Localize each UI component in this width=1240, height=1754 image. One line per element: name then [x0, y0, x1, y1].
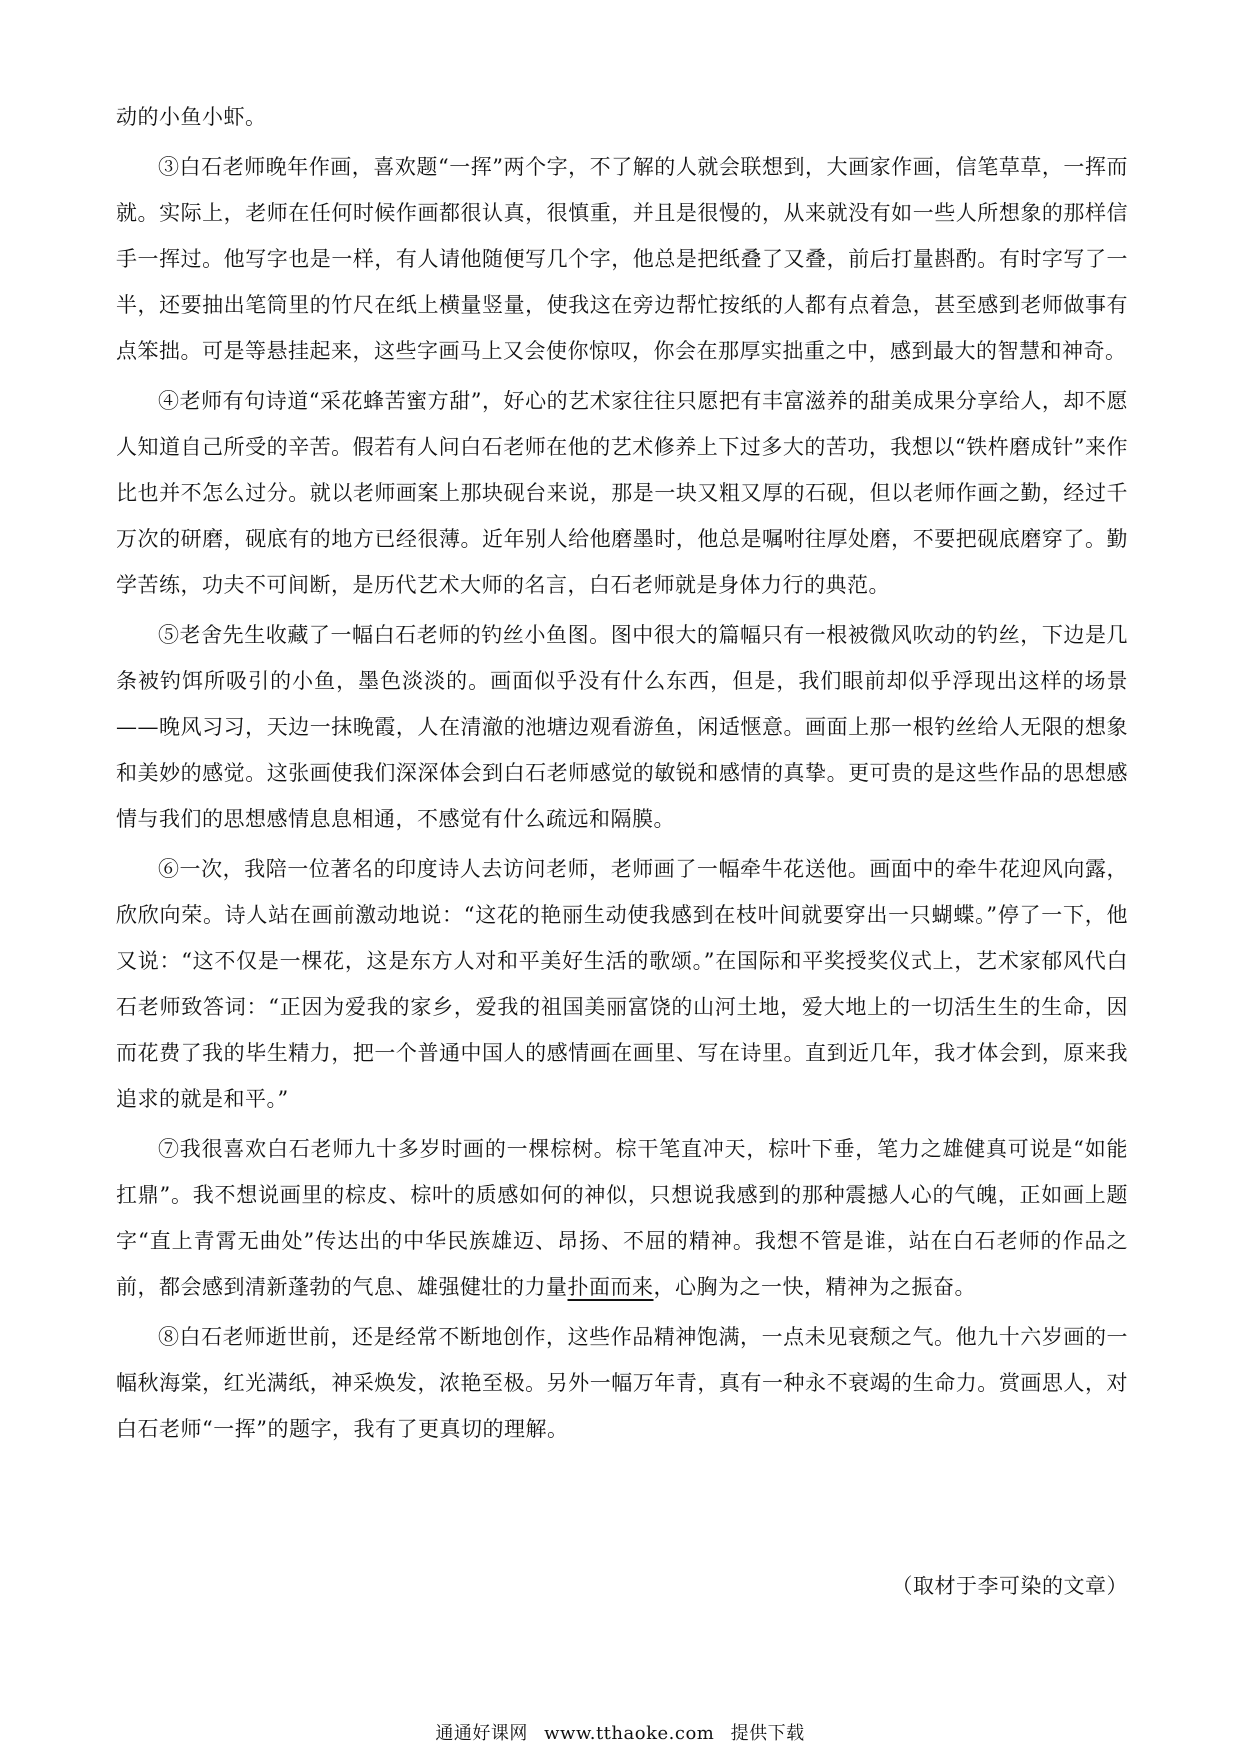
- page-footer: [0, 1721, 1240, 1747]
- source-attribution: （取材于李可染的文章）: [891, 1574, 1128, 1598]
- footer-suffix: 提供下载: [730, 1723, 805, 1744]
- footer-site-name: 通通好课网: [435, 1723, 528, 1744]
- paragraph-5: ⑤老舍先生收藏了一幅白石老师的钓丝小鱼图。图中很大的篇幅只有一根被微风吹动的钓丝，下边是几条被钓饵所吸引的小鱼，墨色淡淡的。画面似乎没有什么东西，但是，我们眼前却似乎浮现出这样的场景——晚风习习，天边一抹晚霞，人在清澈的池塘边观看游鱼，闲适惬意。画面上那一根钓丝给人无限的想象和美妙的感觉。这张画使我们深深体会到白石老师感觉的敏锐和感情的真挚。更可贵的是这些作品的思想感情与我们的思想感情息息相通，不感觉有什么疏远和隔膜。: [116, 623, 1128, 831]
- footer-url[interactable]: www.tthaoke.com: [544, 1723, 715, 1744]
- paragraph-4: ④老师有句诗道“采花蜂苦蜜方甜”，好心的艺术家往往只愿把有丰富滋养的甜美成果分享给人，却不愿人知道自己所受的辛苦。假若有人问白石老师在他的艺术修养上下过多大的苦功，我想以“铁杵磨成针”来作比也并不怎么过分。就以老师画案上那块砚台来说，那是一块又粗又厚的石砚，但以老师作画之勤，经过千万次的研磨，砚底有的地方已经很薄。近年别人给他磨墨时，他总是嘱咐往厚处磨，不要把砚底磨穿了。勤学苦练，功夫不可间断，是历代艺术大师的名言，白石老师就是身体力行的典范。: [116, 389, 1128, 597]
- paragraph-7-before: ⑦我很喜欢白石老师九十多岁时画的一棵棕树。棕干笔直冲天，棕叶下垂，笔力之雄健真可说是“如能扛鼎”。我不想说画里的棕皮、棕叶的质感如何的神似，只想说我感到的那种震撼人心的气魄，正如画上题字“直上青霄无曲处”传达出的中华民族雄迈、昂扬、不屈的精神。我想不管是谁，站在白石老师的作品之前，都会感到清新蓬勃的气息、雄强健壮的力量: [116, 1137, 1128, 1299]
- paragraph-3: ③白石老师晚年作画，喜欢题“一挥”两个字，不了解的人就会联想到，大画家作画，信笔草草，一挥而就。实际上，老师在任何时候作画都很认真，很慎重，并且是很慢的，从来就没有如一些人所想象的那样信手一挥过。他写字也是一样，有人请他随便写几个字，他总是把纸叠了又叠，前后打量斟酌。有时字写了一半，还要抽出笔筒里的竹尺在纸上横量竖量，使我这在旁边帮忙按纸的人都有点着急，甚至感到老师做事有点笨拙。可是等悬挂起来，这些字画马上又会使你惊叹，你会在那厚实拙重之中，感到最大的智慧和神奇。: [116, 155, 1128, 363]
- article-body: [116, 94, 1128, 1452]
- paragraph-7: [116, 1126, 1128, 1310]
- underlined-phrase: 扑面而来: [567, 1275, 654, 1299]
- paragraph-8: ⑧白石老师逝世前，还是经常不断地创作，这些作品精神饱满，一点未见衰颓之气。他九十六岁画的一幅秋海棠，红光满纸，神采焕发，浓艳至极。另外一幅万年青，真有一种永不衰竭的生命力。赏画思人，对白石老师“一挥”的题字，我有了更真切的理解。: [116, 1325, 1128, 1441]
- paragraph-continuation: 动的小鱼小虾。: [116, 105, 267, 129]
- paragraph-7-after: ，心胸为之一快，精神为之振奋。: [653, 1275, 976, 1299]
- paragraph-6: ⑥一次，我陪一位著名的印度诗人去访问老师，老师画了一幅牵牛花送他。画面中的牵牛花迎风向露，欣欣向荣。诗人站在画前激动地说：“这花的艳丽生动使我感到在枝叶间就要穿出一只蝴蝶。”停了一下，他又说：“这不仅是一棵花，这是东方人对和平美好生活的歌颂。”在国际和平奖授奖仪式上，艺术家郁风代白石老师致答词：“正因为爱我的家乡，爱我的祖国美丽富饶的山河土地，爱大地上的一切活生生的生命，因而花费了我的毕生精力，把一个普通中国人的感情画在画里、写在诗里。直到近几年，我才体会到，原来我追求的就是和平。”: [116, 857, 1128, 1111]
